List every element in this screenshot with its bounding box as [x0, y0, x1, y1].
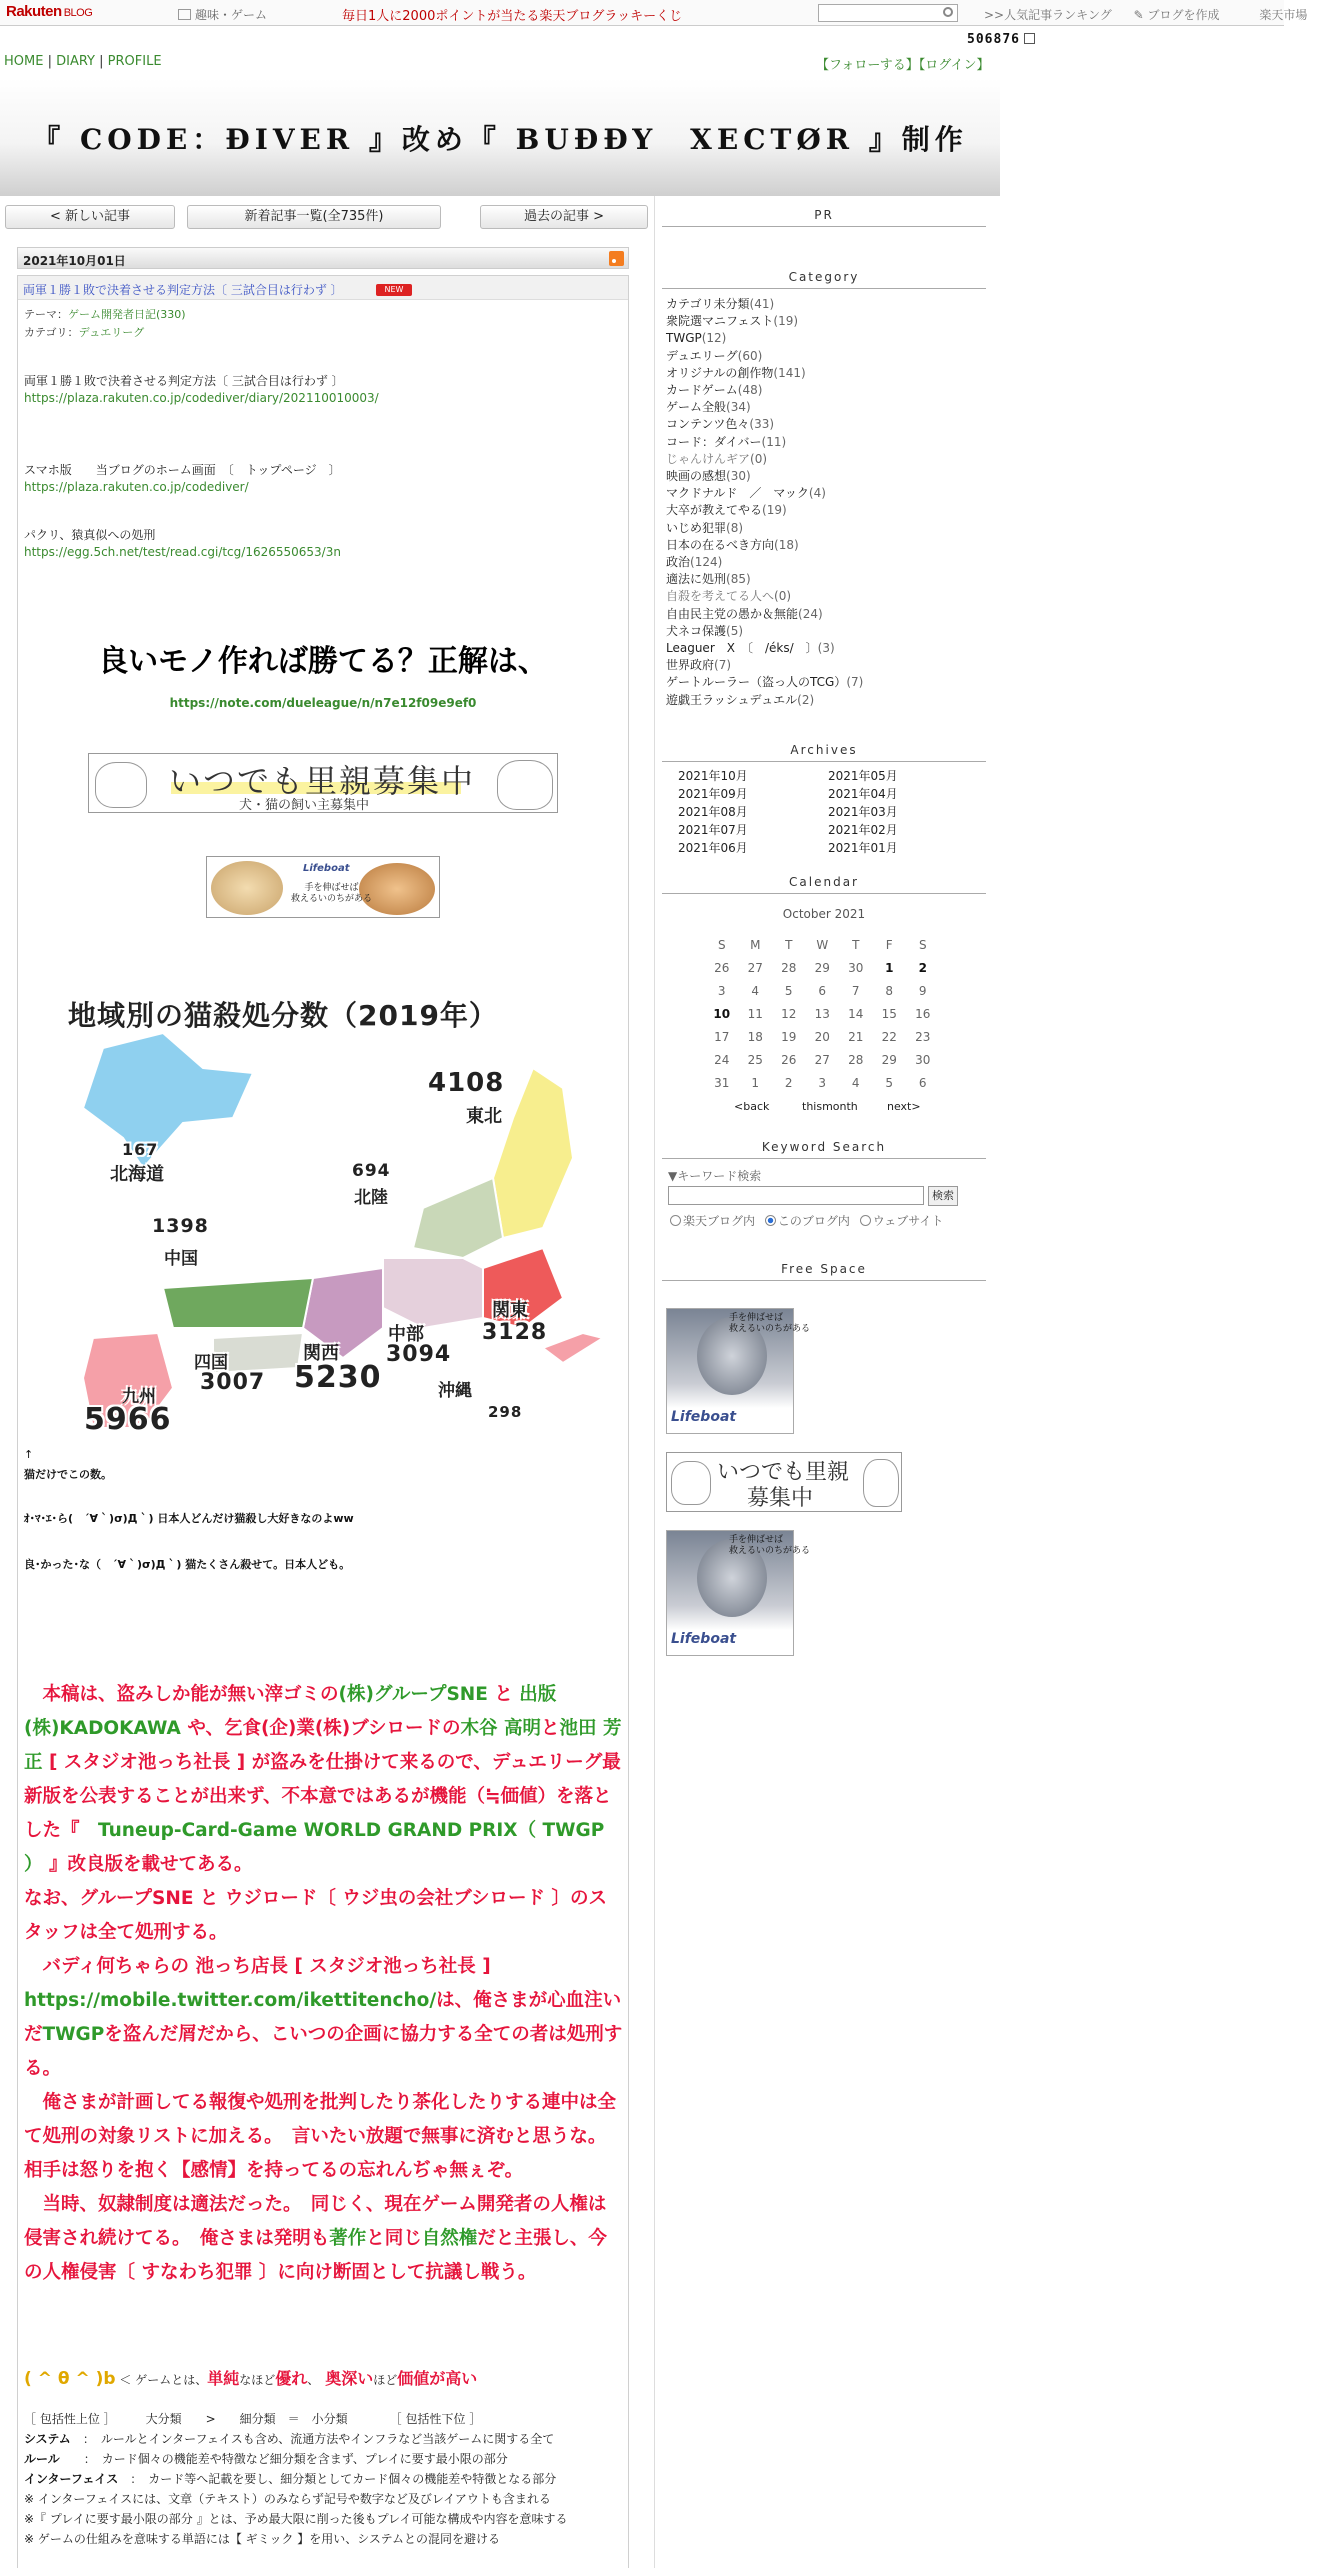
calendar-day: 27	[814, 1052, 830, 1067]
calendar-day: 29	[881, 1052, 897, 1067]
calendar-title: Calendar	[662, 875, 986, 894]
category-item[interactable]: マクドナルド ／ マック(4)	[666, 486, 826, 501]
category-item[interactable]: コンテンツ色々(33)	[666, 417, 775, 432]
note-line: ※『 プレイに要す最小限の部分 』とは、予め最大限に削った後もプレイ可能な構成や内容を意味する	[24, 2512, 568, 2526]
category-item[interactable]: ゲーム全般(34)	[666, 400, 751, 415]
note-line: ※ インターフェイスには、文章（テキスト）のみならず記号や数字など及びレイアウトも含まれる	[24, 2492, 551, 2506]
archive-link[interactable]: 2021年09月	[678, 787, 748, 801]
archive-link[interactable]: 2021年03月	[828, 805, 898, 819]
category-item[interactable]: 自殺を考えてる人へ(0)	[666, 589, 792, 604]
category-item[interactable]: カテゴリ未分類(41)	[666, 297, 775, 311]
post-line: 両軍１勝１敗で決着させる判定方法〔 三試合目は行わず 〕	[24, 374, 344, 388]
dog-drawing-icon	[863, 1459, 899, 1507]
calendar-day: 2	[784, 1075, 793, 1090]
global-header	[0, 0, 1308, 26]
calendar-day[interactable]: 1	[885, 960, 894, 975]
archive-link[interactable]: 2021年04月	[828, 787, 898, 801]
calendar-day: 29	[814, 960, 830, 975]
tohoku-value: 4108	[428, 1068, 505, 1098]
def-system: システム ： ルールとインターフェイスも含め、流通方法やインフラなど当該ゲームに関する全て	[24, 2432, 555, 2446]
post-line: スマホ版 当ブログのホーム画面 〔 トップページ 〕	[24, 463, 341, 477]
blog-post	[17, 275, 629, 2568]
calendar-day: 23	[915, 1029, 931, 1044]
calendar-month: October 2021	[782, 907, 866, 921]
nav-home[interactable]: HOME	[4, 54, 44, 69]
calendar-day: 7	[851, 983, 860, 998]
category-item[interactable]: TWGP(12)	[666, 331, 727, 346]
category-item[interactable]: オリジナルの創作物(141)	[666, 365, 806, 380]
lifeboat-logo: Lifeboat	[671, 1409, 737, 1425]
satooya-sub: 犬・猫の飼い主募集中	[239, 798, 370, 813]
keyword-search-button[interactable]: 検索	[928, 1186, 958, 1206]
note-link[interactable]: https://note.com/dueleague/n/n7e12f09e9ef0	[169, 696, 477, 710]
satooya-title: いつでも里親募集中	[169, 762, 476, 800]
hokkaido-region	[83, 1033, 253, 1168]
scope-thisblog[interactable]: このブログ内	[765, 1214, 850, 1228]
dog-drawing-icon	[497, 760, 553, 810]
calendar-day: 18	[747, 1029, 763, 1044]
post-title[interactable]: 両軍１勝１敗で決着させる判定方法〔 三試合目は行わず 〕	[23, 283, 343, 297]
hokuriku-value: 694	[352, 1161, 391, 1181]
note-line: ※ ゲームの仕組みを意味する単語には【 ギミック 】を用い、システムとの混同を避ける	[24, 2532, 501, 2546]
lifeboat-kitten-banner[interactable]	[666, 1308, 811, 1434]
calendar-day: 28	[781, 960, 797, 975]
calendar-day: 4	[751, 983, 760, 998]
calendar-day: 6	[918, 1075, 927, 1090]
calendar-thismonth-link[interactable]: thismonth	[802, 1100, 858, 1113]
calendar-day: 22	[881, 1029, 897, 1044]
category-item[interactable]: 遊戯王ラッシュデュエル(2)	[666, 692, 815, 707]
hokkaido-value: 167	[122, 1140, 159, 1159]
satooya-small-banner[interactable]	[666, 1452, 902, 1512]
calendar-weekday: F	[885, 937, 893, 952]
calendar-grid	[705, 933, 940, 1094]
satooya-line2: 募集中	[747, 1486, 814, 1511]
access-counter: 506876	[967, 32, 1035, 47]
after-map-line: 良･かった･な（ ´∀｀)σ)Д｀) 猫たくさん殺せて。日本人ども。	[24, 1558, 351, 1571]
calendar-day: 16	[915, 1006, 931, 1021]
calendar-day: 30	[848, 960, 864, 975]
archive-link[interactable]: 2021年07月	[678, 823, 748, 837]
follow-login	[816, 54, 990, 73]
tohoku-label: 東北	[466, 1106, 502, 1127]
map-title: 地域別の猫殺処分数（2019年）	[68, 999, 498, 1032]
radio-selected-icon[interactable]	[765, 1215, 776, 1226]
calendar-day: 28	[848, 1052, 864, 1067]
kansai-label: 関西	[303, 1343, 339, 1364]
post-list-button[interactable]: 新着記事一覧(全735件)	[187, 205, 441, 229]
newer-post-button[interactable]: < 新しい記事	[5, 205, 175, 229]
category-item[interactable]: じゃんけんギア(0)	[666, 451, 768, 466]
calendar-day: 24	[714, 1052, 730, 1067]
lucky-lottery-link[interactable]: 毎日1人に2000ポイントが当たる楽天ブログラッキーくじ	[342, 9, 683, 24]
puppy-photo	[211, 861, 283, 915]
lifeboat-logo: Lifeboat	[303, 863, 350, 874]
rakuten-blog-logo[interactable]: Rakuten BLOG	[6, 3, 93, 20]
hokuriku-region	[413, 1178, 503, 1258]
login-link[interactable]: 【ログイン】	[918, 58, 990, 73]
kansai-value: 5230	[294, 1360, 382, 1395]
archive-link[interactable]: 2021年05月	[828, 769, 898, 783]
category-item[interactable]: 日本の在るべき方向(18)	[666, 537, 799, 552]
arrow-text: ↑	[24, 1448, 34, 1461]
post-category: カテゴリ：デュエリーグ	[24, 326, 145, 339]
category-list	[666, 296, 986, 709]
create-blog-link[interactable]: ✎ ブログを作成	[1133, 8, 1220, 22]
calendar-back-link[interactable]: <back	[734, 1100, 770, 1113]
lifeboat-text: 手を伸ばせば 救えるいのちがある	[729, 1313, 811, 1334]
calendar-day: 25	[747, 1052, 763, 1067]
blog-nav: HOME | DIARY | PROFILE	[4, 54, 162, 69]
chubu-region	[383, 1258, 483, 1328]
chugoku-region	[163, 1278, 313, 1328]
okinawa-label: 沖縄	[438, 1381, 472, 1401]
archive-link[interactable]: 2021年08月	[678, 805, 748, 819]
hokuriku-label: 北陸	[354, 1188, 388, 1208]
pr-title: PR	[662, 208, 986, 227]
calendar-day[interactable]: 2	[918, 960, 927, 975]
game-definition-line: ( ^ θ ^ )b ＜ ゲームとは、単純なほど優れ、 奥深いほど価値が高い	[24, 2369, 478, 2389]
calendar-weekday: S	[717, 937, 726, 952]
keyword-scope	[670, 1212, 949, 1229]
archive-link[interactable]: 2021年06月	[678, 841, 748, 855]
chugoku-value: 1398	[152, 1215, 209, 1237]
after-map-line: 猫だけでこの数。	[24, 1468, 112, 1481]
calendar-day: 8	[885, 983, 894, 998]
calendar-day: 5	[885, 1075, 894, 1090]
header-links	[984, 6, 1325, 23]
calendar-day: 14	[848, 1006, 864, 1021]
scope-web[interactable]: ウェブサイト	[860, 1214, 944, 1228]
category-item[interactable]: 自由民主党の愚か＆無能(24)	[666, 606, 823, 621]
category-item[interactable]: 世界政府(7)	[666, 658, 732, 673]
calendar-day: 1	[751, 1075, 760, 1090]
keyword-title: Keyword Search	[662, 1140, 986, 1159]
category-item[interactable]: 政治(124)	[666, 555, 723, 570]
post-date: 2021年10月01日	[23, 254, 126, 268]
calendar-day: 21	[848, 1029, 864, 1044]
lifeboat-text: 手を伸ばせば 救えるいのちがある	[291, 883, 373, 904]
freespace-title: Free Space	[662, 1262, 986, 1281]
genre-link[interactable]: 趣味・ゲーム	[178, 6, 267, 23]
def-rule: ルール ： カード個々の機能差や特徴など細分類を含まず、プレイに要す最小限の部分	[24, 2452, 508, 2466]
category-item[interactable]: カードゲーム(48)	[666, 383, 763, 398]
calendar-day[interactable]: 10	[713, 1006, 731, 1021]
global-search-input[interactable]	[818, 4, 958, 22]
lifeboat-text: 手を伸ばせば 救えるいのちがある	[729, 1535, 811, 1556]
lifeboat-kitten-banner-2[interactable]	[666, 1530, 811, 1656]
archive-link[interactable]: 2021年01月	[828, 841, 898, 855]
twitter-link[interactable]: https://mobile.twitter.com/ikettitencho/	[24, 1990, 437, 2011]
blog-banner	[0, 78, 1000, 196]
chubu-value: 3094	[386, 1342, 452, 1367]
calendar-day: 17	[714, 1029, 730, 1044]
external-icon[interactable]	[1024, 33, 1035, 44]
archive-link[interactable]: 2021年02月	[828, 823, 898, 837]
shikoku-value: 3007	[200, 1370, 266, 1395]
category-title: Category	[662, 270, 986, 289]
category-item[interactable]: ゲートルーラー（盗っ人のTCG）(7)	[666, 675, 864, 690]
category-item[interactable]: 映画の感想(30)	[666, 469, 751, 484]
calendar-weekday: T	[785, 937, 793, 952]
calendar-day: 26	[714, 960, 730, 975]
category-item[interactable]: Leaguer X 〔 /éks/ 〕(3)	[666, 641, 835, 656]
category-item[interactable]: 適法に処刑(85)	[666, 572, 751, 587]
satooya-banner[interactable]	[88, 753, 558, 813]
okinawa-value: 298	[488, 1403, 523, 1421]
keyword-input[interactable]	[668, 1186, 924, 1205]
calendar-day: 19	[781, 1029, 797, 1044]
rss-icon[interactable]	[609, 251, 624, 266]
kyushu-label: 九州	[122, 1387, 156, 1407]
calendar-day: 3	[818, 1075, 827, 1090]
post-link[interactable]: https://egg.5ch.net/test/read.cgi/tcg/1626550653/3n	[24, 545, 341, 559]
kanto-label: 関東	[492, 1300, 528, 1321]
tohoku-region	[493, 1068, 573, 1238]
genre-icon	[178, 9, 191, 20]
radio-icon[interactable]	[670, 1215, 681, 1226]
category-item[interactable]: いじめ犯罪(8)	[666, 520, 744, 535]
search-icon[interactable]	[943, 7, 953, 17]
calendar-weekday: W	[816, 937, 829, 952]
new-badge: NEW	[376, 284, 412, 296]
calendar-day: 15	[881, 1006, 897, 1021]
big-question: 良いモノ作れば勝てる？正解は、	[98, 644, 548, 679]
date-bar	[17, 247, 629, 269]
older-post-button[interactable]: 過去の記事 >	[480, 205, 648, 229]
chubu-label: 中部	[388, 1324, 424, 1345]
main-column	[17, 247, 629, 2568]
radio-icon[interactable]	[860, 1215, 871, 1226]
category-link[interactable]: デュエリーグ	[78, 326, 145, 339]
post-link[interactable]: https://plaza.rakuten.co.jp/codediver/	[24, 480, 249, 494]
theme-link[interactable]: ゲーム開発者日記(330)	[68, 308, 186, 321]
chugoku-label: 中国	[164, 1249, 198, 1269]
calendar-day: 26	[781, 1052, 797, 1067]
post-line: パクリ、猿真似への処刑	[24, 528, 156, 542]
calendar-day: 5	[784, 983, 793, 998]
calendar-day: 3	[717, 983, 726, 998]
calendar-day: 27	[747, 960, 763, 975]
category-item[interactable]: デュエリーグ(60)	[666, 348, 763, 363]
calendar-weekday: S	[918, 937, 927, 952]
calendar-weekday: M	[750, 937, 761, 952]
calendar-day: 9	[918, 983, 927, 998]
nav-profile[interactable]: PROFILE	[107, 54, 162, 69]
category-item[interactable]: コード：ダイバー(11)	[666, 434, 787, 449]
lifeboat-logo: Lifeboat	[671, 1631, 737, 1647]
satooya-line1: いつでも里親	[717, 1460, 850, 1485]
category-item[interactable]: 犬ネコ保護(5)	[666, 623, 744, 638]
kanto-value: 3128	[482, 1320, 548, 1345]
cat-drawing-icon	[95, 762, 147, 808]
category-item[interactable]: 大卒が教えてやる(19)	[666, 503, 787, 518]
blog-title[interactable]: 『 CODE：ÐIVER 』改め『 BUÐÐY XECTØR 』制作	[32, 123, 968, 156]
rakuten-ichiba-link[interactable]: 楽天市場	[1259, 8, 1308, 22]
calendar-weekday: T	[852, 937, 860, 952]
cat-drawing-icon	[671, 1461, 711, 1505]
keyword-label[interactable]: ▼キーワード検索	[668, 1169, 762, 1183]
calendar-day: 11	[747, 1006, 763, 1021]
calendar-day: 13	[814, 1006, 830, 1021]
ranking-link[interactable]: >>人気記事ランキング	[984, 8, 1112, 22]
okinawa-region	[543, 1333, 603, 1363]
hokkaido-label: 北海道	[110, 1164, 164, 1185]
kyushu-value: 5966	[84, 1402, 172, 1437]
post-theme: テーマ：ゲーム開発者日記(330)	[24, 308, 186, 321]
calendar-day: 20	[814, 1029, 830, 1044]
post-link[interactable]: https://plaza.rakuten.co.jp/codediver/diary/202110010003/	[24, 391, 379, 405]
shikoku-label: 四国	[194, 1353, 228, 1373]
calendar-day: 31	[714, 1075, 730, 1090]
scope-rakuten[interactable]: 楽天ブログ内	[670, 1214, 755, 1228]
calendar-day: 6	[818, 983, 827, 998]
calendar-day: 12	[781, 1006, 797, 1021]
post-header	[18, 276, 628, 300]
calendar-day: 30	[915, 1052, 931, 1067]
column-divider	[654, 196, 655, 2568]
archive-link[interactable]: 2021年10月	[678, 769, 748, 783]
def-interface: インターフェイス ： カード等へ記載を要し、細分類としてカード個々の機能差や特徴となる部分	[24, 2472, 557, 2486]
hierarchy-line: ［ 包括性上位 ］ 大分類 > 細分類 ＝ 小分類 ［ 包括性下位 ］	[24, 2412, 482, 2426]
nav-diary[interactable]: DIARY	[56, 54, 95, 69]
category-item[interactable]: 衆院選マニフェスト(19)	[666, 314, 799, 329]
statement-text: 本稿は、盗みしか能が無い滓ゴミの(株)グループSNE と 出版(株)KADOKAWA や、乞食(企)業(株)ブシロードの木谷 高明と池田 芳正 [ スタジオ池っち社長 ] が盗みを仕掛けて来るので、デュエリーグ最新版を公表することが出来ず、不本意ではあるが機能（≒価値）を落とした『 Tuneup-Card-Game WORLD GRAND PRIX（ TWGP ） 』改良版を載せてある。 なお、グループSNE と ウジロード〔 ウジ虫の会社ブシロード 〕のスタッフは全て処刑する。 バディ何ちゃらの 池っち店長 [ スタジオ池っち社長 ] https://mobile.twitter.com/ikettitencho/は、俺さまが心血注いだTWGPを盗んだ屑だから、こいつの企画に協力する全ての者は処刑する。 俺さまが計画してる報復や処刑を批判したり茶化したりする連中は全て処刑の対象リストに加える。 言いたい放題で無事に済むと思うな。 相手は怒りを抱く【感情】を持ってるの忘れんぢゃ無ぇぞ。 当時、奴隷制度は適法だった。 同じく、現在ゲーム開発者の人権は侵害され続けてる。 俺さまは発明も著作と同じ自然権だと主張し、今の人権侵害〔 すなわち犯罪 〕に向け断固として抗議し戦う。	[24, 1684, 623, 2283]
calendar-day: 4	[851, 1075, 860, 1090]
lifeboat-banner[interactable]	[206, 856, 440, 918]
after-map-line: ｵ･ﾏ･ｴ･ら( ´∀｀)σ)Д｀) 日本人どんだけ猫殺し大好きなのよww	[24, 1512, 354, 1525]
calendar-next-link[interactable]: next>	[887, 1100, 921, 1113]
archives-title: Archives	[662, 743, 986, 762]
follow-link[interactable]: 【フォローする】	[816, 58, 919, 73]
